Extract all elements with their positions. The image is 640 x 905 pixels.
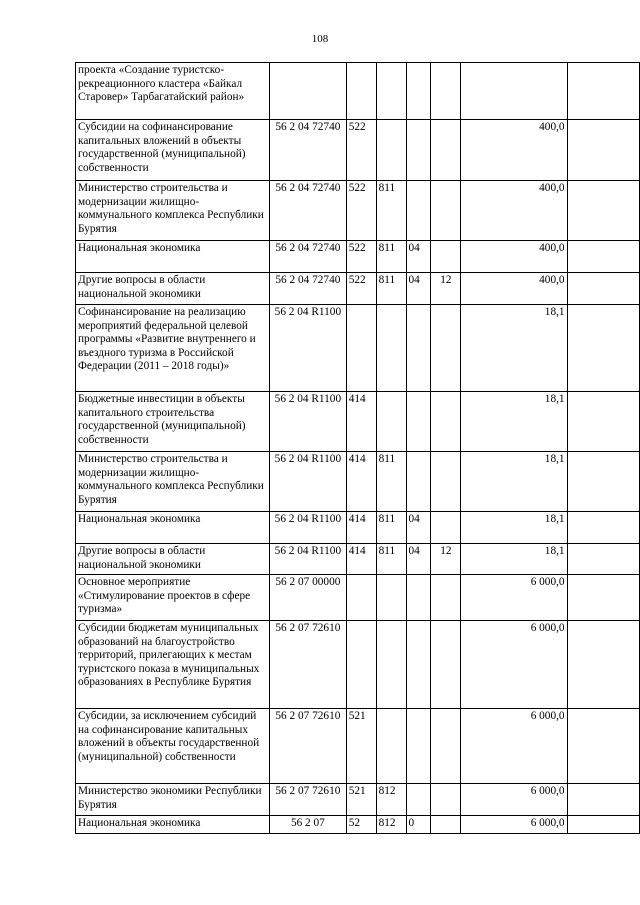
section-code: 04: [406, 241, 431, 273]
section-code: [406, 452, 431, 512]
target-article-code: 56 2 04 72740: [270, 241, 347, 273]
empty-cell: [567, 784, 639, 816]
expense-type-code: 414: [346, 512, 376, 544]
amount: 6 000,0: [461, 575, 567, 621]
subsection-code: [431, 63, 461, 120]
subsection-code: [431, 816, 461, 834]
amount: 6 000,0: [461, 621, 567, 709]
table-row: [76, 452, 640, 512]
target-article-code: 56 2 04 R1100: [270, 512, 347, 544]
expense-type-code: [346, 305, 376, 392]
section-code: 04: [406, 273, 431, 305]
amount: 400,0: [461, 120, 567, 181]
expense-type-code: 414: [346, 544, 376, 575]
row-description: Основное мероприятие «Стимулирование проектов в сфере туризма»: [76, 575, 270, 621]
subsection-code: [431, 512, 461, 544]
section-code: [406, 63, 431, 120]
ministry-code: 811: [376, 544, 406, 575]
expense-type-code: 414: [346, 452, 376, 512]
table-row: [76, 273, 640, 305]
table-row: [76, 784, 640, 816]
expense-type-code: [346, 63, 376, 120]
table-row: [76, 305, 640, 392]
subsection-code: [431, 120, 461, 181]
ministry-code: 811: [376, 452, 406, 512]
table-row: [76, 181, 640, 241]
section-code: 04: [406, 544, 431, 575]
row-description: Бюджетные инвестиции в объекты капитального строительства государственной (муниципальной) собственности: [76, 392, 270, 452]
amount: 400,0: [461, 181, 567, 241]
empty-cell: [567, 273, 639, 305]
section-code: 04: [406, 512, 431, 544]
ministry-code: [376, 709, 406, 784]
target-article-code: 56 2 04 72740: [270, 120, 347, 181]
expense-type-code: [346, 621, 376, 709]
row-description: Другие вопросы в области национальной экономики: [76, 544, 270, 575]
subsection-code: [431, 452, 461, 512]
expense-type-code: 522: [346, 120, 376, 181]
empty-cell: [567, 709, 639, 784]
amount: 18,1: [461, 392, 567, 452]
section-code: [406, 392, 431, 452]
target-article-code: 56 2 04 R1100: [270, 544, 347, 575]
table-row: [76, 512, 640, 544]
ministry-code: 811: [376, 241, 406, 273]
row-description: Другие вопросы в области национальной экономики: [76, 273, 270, 305]
target-article-code: 56 2 07: [270, 816, 347, 834]
row-description: Субсидии, за исключением субсидий на софинансирование капитальных вложений в объекты государственной (муниципальной) собственности: [76, 709, 270, 784]
row-description: Софинансирование на реализацию мероприятий федеральной целевой программы «Развитие внутреннего и въездного туризма в Российской Федерации (2011 – 2018 годы)»: [76, 305, 270, 392]
ministry-code: 811: [376, 181, 406, 241]
ministry-code: 811: [376, 273, 406, 305]
amount: 400,0: [461, 273, 567, 305]
ministry-code: 812: [376, 816, 406, 834]
target-article-code: 56 2 04 R1100: [270, 452, 347, 512]
row-description: Министерство строительства и модернизации жилищно-коммунального комплекса Республики Бурятия: [76, 181, 270, 241]
expense-type-code: 521: [346, 709, 376, 784]
empty-cell: [567, 452, 639, 512]
target-article-code: 56 2 04 72740: [270, 181, 347, 241]
table-row: [76, 575, 640, 621]
section-code: [406, 120, 431, 181]
expense-type-code: 521: [346, 784, 376, 816]
target-article-code: 56 2 07 00000: [270, 575, 347, 621]
table-row: [76, 544, 640, 575]
empty-cell: [567, 575, 639, 621]
amount: 18,1: [461, 452, 567, 512]
row-description: Субсидии на софинансирование капитальных вложений в объекты государственной (муниципальной) собственности: [76, 120, 270, 181]
amount: 18,1: [461, 544, 567, 575]
amount: 6 000,0: [461, 709, 567, 784]
section-code: 0: [406, 816, 431, 834]
ministry-code: 811: [376, 512, 406, 544]
table-row: [76, 709, 640, 784]
ministry-code: [376, 621, 406, 709]
empty-cell: [567, 816, 639, 834]
amount: 6 000,0: [461, 816, 567, 834]
expense-type-code: [346, 575, 376, 621]
empty-cell: [567, 241, 639, 273]
amount: 400,0: [461, 241, 567, 273]
expense-type-code: 522: [346, 273, 376, 305]
subsection-code: [431, 621, 461, 709]
empty-cell: [567, 120, 639, 181]
target-article-code: [270, 63, 347, 120]
target-article-code: 56 2 04 72740: [270, 273, 347, 305]
target-article-code: 56 2 04 R1100: [270, 305, 347, 392]
section-code: [406, 181, 431, 241]
table-row: [76, 392, 640, 452]
subsection-code: [431, 181, 461, 241]
amount: [461, 63, 567, 120]
target-article-code: 56 2 07 72610: [270, 784, 347, 816]
empty-cell: [567, 63, 639, 120]
ministry-code: [376, 63, 406, 120]
row-description: Министерство экономики Республики Бурятия: [76, 784, 270, 816]
expense-type-code: 414: [346, 392, 376, 452]
table-row: [76, 241, 640, 273]
subsection-code: 12: [431, 273, 461, 305]
table-row: [76, 816, 640, 834]
empty-cell: [567, 512, 639, 544]
empty-cell: [567, 181, 639, 241]
section-code: [406, 784, 431, 816]
budget-table: [75, 62, 640, 834]
section-code: [406, 709, 431, 784]
amount: 18,1: [461, 305, 567, 392]
empty-cell: [567, 305, 639, 392]
amount: 6 000,0: [461, 784, 567, 816]
subsection-code: [431, 392, 461, 452]
subsection-code: [431, 709, 461, 784]
target-article-code: 56 2 04 R1100: [270, 392, 347, 452]
row-description: Национальная экономика: [76, 241, 270, 273]
section-code: [406, 305, 431, 392]
row-description: проекта «Создание туристско-рекреационного кластера «Байкал Старовер» Тарбагатайский район»: [76, 63, 270, 120]
page-number: 108: [311, 33, 329, 45]
expense-type-code: 522: [346, 241, 376, 273]
ministry-code: [376, 120, 406, 181]
expense-type-code: 52: [346, 816, 376, 834]
ministry-code: [376, 305, 406, 392]
subsection-code: [431, 575, 461, 621]
row-description: Субсидии бюджетам муниципальных образований на благоустройство территорий, прилегающих к местам туристского показа в муниципальных образованиях в Республике Бурятия: [76, 621, 270, 709]
ministry-code: [376, 392, 406, 452]
subsection-code: [431, 241, 461, 273]
subsection-code: 12: [431, 544, 461, 575]
ministry-code: [376, 575, 406, 621]
table-row: [76, 621, 640, 709]
target-article-code: 56 2 07 72610: [270, 709, 347, 784]
row-description: Национальная экономика: [76, 816, 270, 834]
row-description: Министерство строительства и модернизации жилищно-коммунального комплекса Республики Бурятия: [76, 452, 270, 512]
subsection-code: [431, 305, 461, 392]
empty-cell: [567, 392, 639, 452]
empty-cell: [567, 544, 639, 575]
subsection-code: [431, 784, 461, 816]
table-row: [76, 120, 640, 181]
target-article-code: 56 2 07 72610: [270, 621, 347, 709]
section-code: [406, 575, 431, 621]
amount: 18,1: [461, 512, 567, 544]
section-code: [406, 621, 431, 709]
empty-cell: [567, 621, 639, 709]
table-row: [76, 63, 640, 120]
expense-type-code: 522: [346, 181, 376, 241]
row-description: Национальная экономика: [76, 512, 270, 544]
ministry-code: 812: [376, 784, 406, 816]
